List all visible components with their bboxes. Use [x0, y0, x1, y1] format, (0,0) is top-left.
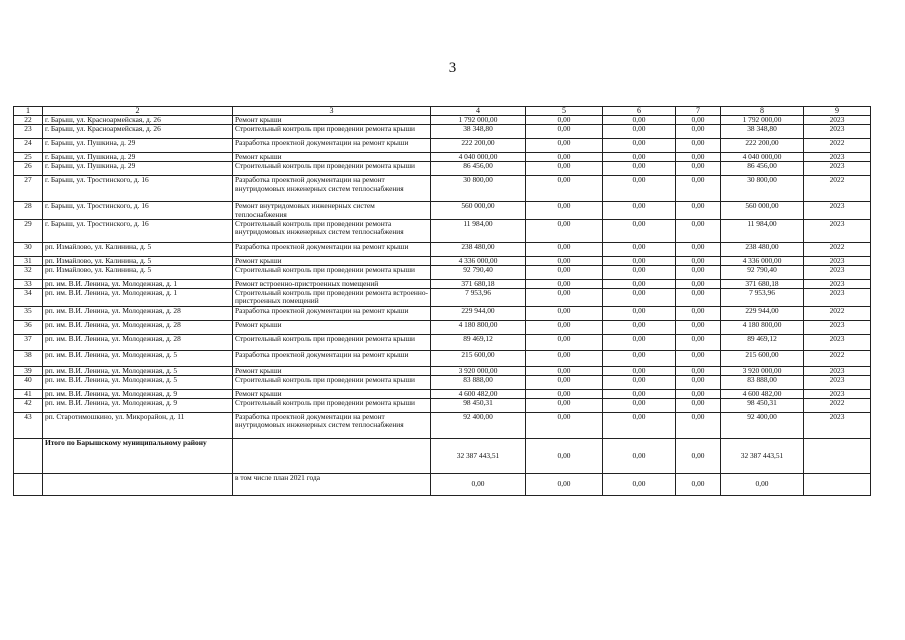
amount-cell: 0,00 [676, 153, 721, 162]
amount-cell: 0,00 [676, 202, 721, 219]
amount-cell: 222 200,00 [431, 139, 526, 153]
table-header-row [14, 107, 871, 116]
amount-cell: 0,00 [676, 266, 721, 280]
row-number: 29 [14, 219, 43, 242]
amount-cell: 0,00 [676, 334, 721, 350]
amount-cell: 0,00 [526, 219, 603, 242]
amount-cell: 4 336 000,00 [721, 256, 804, 265]
amount-cell: 0,00 [526, 375, 603, 389]
column-header: 4 [431, 107, 526, 116]
amount-cell: 0,00 [603, 202, 676, 219]
amount-cell: 0,00 [603, 289, 676, 306]
address-cell: рп. им. В.И. Ленина, ул. Молодежная, д. 28 [43, 320, 233, 334]
year-cell: 2023 [804, 116, 871, 125]
amount-cell: 4 336 000,00 [431, 256, 526, 265]
amount-cell: 0,00 [603, 242, 676, 256]
amount-cell: 560 000,00 [721, 202, 804, 219]
address-cell: рп. Измайлово, ул. Калинина, д. 5 [43, 256, 233, 265]
amount-cell: 4 180 800,00 [721, 320, 804, 334]
subtotal-cell: 0,00 [721, 474, 804, 496]
amount-cell: 0,00 [603, 280, 676, 289]
table-row [14, 320, 871, 334]
work-type-cell: Разработка проектной документации на ремонт крыши [233, 350, 431, 366]
amount-cell: 0,00 [676, 306, 721, 320]
amount-cell: 0,00 [526, 202, 603, 219]
amount-cell: 238 480,00 [721, 242, 804, 256]
amount-cell: 92 400,00 [721, 413, 804, 439]
amount-cell: 0,00 [676, 162, 721, 176]
row-number: 24 [14, 139, 43, 153]
work-type-cell: Строительный контроль при проведении ремонта крыши [233, 399, 431, 413]
table-row [14, 242, 871, 256]
address-cell: г. Барыш, ул. Пушкина, д. 29 [43, 139, 233, 153]
work-type-cell: Ремонт крыши [233, 366, 431, 375]
work-type-cell: Строительный контроль при проведении ремонта крыши [233, 334, 431, 350]
row-number: 30 [14, 242, 43, 256]
subtotal-label: в том числе план 2021 года [233, 474, 431, 496]
address-cell: рп. Измайлово, ул. Калинина, д. 5 [43, 266, 233, 280]
amount-cell: 0,00 [526, 280, 603, 289]
amount-cell: 4 040 000,00 [431, 153, 526, 162]
subtotal-cell: 0,00 [526, 474, 603, 496]
work-type-cell: Строительный контроль при проведении ремонта крыши [233, 162, 431, 176]
address-cell: рп. им. В.И. Ленина, ул. Молодежная, д. 5 [43, 366, 233, 375]
year-cell: 2022 [804, 242, 871, 256]
total-cell: 0,00 [603, 439, 676, 474]
work-type-cell: Ремонт крыши [233, 389, 431, 398]
year-cell: 2023 [804, 320, 871, 334]
amount-cell: 0,00 [526, 306, 603, 320]
amount-cell: 38 348,80 [721, 125, 804, 139]
amount-cell: 0,00 [603, 375, 676, 389]
amount-cell: 0,00 [603, 366, 676, 375]
work-type-cell: Ремонт встроенно-пристроенных помещений [233, 280, 431, 289]
amount-cell: 83 888,00 [721, 375, 804, 389]
amount-cell: 0,00 [526, 289, 603, 306]
work-type-cell: Строительный контроль при проведении ремонта внутридомовых инженерных систем теплоснабжения [233, 219, 431, 242]
row-number: 26 [14, 162, 43, 176]
amount-cell: 0,00 [603, 125, 676, 139]
address-cell: рп. Измайлово, ул. Калинина, д. 5 [43, 242, 233, 256]
amount-cell: 560 000,00 [431, 202, 526, 219]
amount-cell: 0,00 [676, 256, 721, 265]
row-number: 22 [14, 116, 43, 125]
subtotal-cell: 0,00 [431, 474, 526, 496]
total-cell: 32 387 443,51 [721, 439, 804, 474]
address-cell: рп. им. В.И. Ленина, ул. Молодежная, д. 9 [43, 389, 233, 398]
amount-cell: 92 790,40 [721, 266, 804, 280]
year-cell: 2023 [804, 280, 871, 289]
row-number: 34 [14, 289, 43, 306]
address-cell: г. Барыш, ул. Красноармейская, д. 26 [43, 116, 233, 125]
work-type-cell: Строительный контроль при проведении ремонта крыши [233, 375, 431, 389]
column-header: 5 [526, 107, 603, 116]
amount-cell: 0,00 [526, 176, 603, 202]
work-type-cell: Строительный контроль при проведении ремонта крыши [233, 266, 431, 280]
amount-cell: 0,00 [526, 350, 603, 366]
table-row [14, 139, 871, 153]
amount-cell: 86 456,00 [721, 162, 804, 176]
amount-cell: 0,00 [676, 280, 721, 289]
column-header: 9 [804, 107, 871, 116]
row-number: 27 [14, 176, 43, 202]
total-cell: 0,00 [526, 439, 603, 474]
address-cell: г. Барыш, ул. Красноармейская, д. 26 [43, 125, 233, 139]
amount-cell: 0,00 [603, 389, 676, 398]
table-body [14, 116, 871, 439]
subtotal-row [14, 474, 871, 496]
amount-cell: 0,00 [676, 413, 721, 439]
amount-cell: 7 953,96 [431, 289, 526, 306]
address-cell: рп. им. В.И. Ленина, ул. Молодежная, д. 28 [43, 306, 233, 320]
amount-cell: 0,00 [676, 399, 721, 413]
total-cell: 32 387 443,51 [431, 439, 526, 474]
address-cell: г. Барыш, ул. Пушкина, д. 29 [43, 162, 233, 176]
amount-cell: 3 920 000,00 [721, 366, 804, 375]
amount-cell: 83 888,00 [431, 375, 526, 389]
column-header: 7 [676, 107, 721, 116]
table-row [14, 162, 871, 176]
work-type-cell: Разработка проектной документации на ремонт внутридомовых инженерных систем теплоснабжения [233, 413, 431, 439]
page-number: 3 [448, 60, 457, 76]
row-number: 41 [14, 389, 43, 398]
amount-cell: 0,00 [526, 242, 603, 256]
amount-cell: 0,00 [676, 242, 721, 256]
row-number: 37 [14, 334, 43, 350]
amount-cell: 0,00 [603, 256, 676, 265]
table-row [14, 176, 871, 202]
year-cell: 2023 [804, 375, 871, 389]
amount-cell: 4 040 000,00 [721, 153, 804, 162]
work-type-cell: Ремонт крыши [233, 320, 431, 334]
total-label: Итого по Барышскому муниципальному району [43, 439, 233, 474]
amount-cell: 0,00 [676, 125, 721, 139]
year-cell: 2022 [804, 176, 871, 202]
year-cell: 2022 [804, 306, 871, 320]
table-row [14, 125, 871, 139]
amount-cell: 371 680,18 [431, 280, 526, 289]
table-row [14, 306, 871, 320]
amount-cell: 86 456,00 [431, 162, 526, 176]
amount-cell: 229 944,00 [431, 306, 526, 320]
amount-cell: 1 792 000,00 [721, 116, 804, 125]
amount-cell: 0,00 [526, 413, 603, 439]
amount-cell: 0,00 [526, 334, 603, 350]
table-row [14, 116, 871, 125]
amount-cell: 0,00 [526, 366, 603, 375]
row-number: 35 [14, 306, 43, 320]
amount-cell: 0,00 [676, 366, 721, 375]
work-type-cell: Ремонт внутридомовых инженерных систем теплоснабжения [233, 202, 431, 219]
amount-cell: 38 348,80 [431, 125, 526, 139]
amount-cell: 238 480,00 [431, 242, 526, 256]
amount-cell: 89 469,12 [721, 334, 804, 350]
work-type-cell: Разработка проектной документации на ремонт внутридомовых инженерных систем теплоснабжения [233, 176, 431, 202]
year-cell: 2023 [804, 256, 871, 265]
amount-cell: 89 469,12 [431, 334, 526, 350]
address-cell: г. Барыш, ул. Тростинского, д. 16 [43, 219, 233, 242]
row-number: 28 [14, 202, 43, 219]
repair-plan-table [13, 106, 871, 496]
year-cell: 2023 [804, 334, 871, 350]
amount-cell: 0,00 [676, 219, 721, 242]
year-cell: 2022 [804, 139, 871, 153]
column-header: 2 [43, 107, 233, 116]
column-header: 8 [721, 107, 804, 116]
address-cell: рп. им. В.И. Ленина, ул. Молодежная, д. 28 [43, 334, 233, 350]
year-cell: 2023 [804, 366, 871, 375]
table-footer [14, 439, 871, 496]
amount-cell: 0,00 [676, 389, 721, 398]
address-cell: рп. им. В.И. Ленина, ул. Молодежная, д. 1 [43, 289, 233, 306]
amount-cell: 215 600,00 [431, 350, 526, 366]
total-cell: 0,00 [676, 439, 721, 474]
amount-cell: 0,00 [526, 256, 603, 265]
amount-cell: 0,00 [603, 116, 676, 125]
table-row [14, 256, 871, 265]
amount-cell: 0,00 [676, 139, 721, 153]
amount-cell: 0,00 [603, 266, 676, 280]
amount-cell: 0,00 [676, 350, 721, 366]
table-row [14, 334, 871, 350]
table-row [14, 153, 871, 162]
amount-cell: 0,00 [526, 389, 603, 398]
subtotal-cell: 0,00 [676, 474, 721, 496]
amount-cell: 0,00 [676, 289, 721, 306]
year-cell: 2022 [804, 399, 871, 413]
amount-cell: 0,00 [526, 116, 603, 125]
address-cell: рп. им. В.И. Ленина, ул. Молодежная, д. 9 [43, 399, 233, 413]
amount-cell: 371 680,18 [721, 280, 804, 289]
amount-cell: 0,00 [603, 320, 676, 334]
table-row [14, 289, 871, 306]
table-row [14, 399, 871, 413]
amount-cell: 92 400,00 [431, 413, 526, 439]
amount-cell: 4 600 482,00 [431, 389, 526, 398]
column-header: 1 [14, 107, 43, 116]
amount-cell: 0,00 [603, 153, 676, 162]
work-type-cell: Строительный контроль при проведении ремонта крыши [233, 125, 431, 139]
amount-cell: 0,00 [603, 176, 676, 202]
year-cell: 2023 [804, 389, 871, 398]
work-type-cell: Ремонт крыши [233, 153, 431, 162]
amount-cell: 0,00 [526, 139, 603, 153]
table-row [14, 350, 871, 366]
amount-cell: 0,00 [603, 162, 676, 176]
amount-cell: 0,00 [526, 399, 603, 413]
amount-cell: 0,00 [603, 413, 676, 439]
work-type-cell: Ремонт крыши [233, 256, 431, 265]
amount-cell: 0,00 [603, 139, 676, 153]
amount-cell: 3 920 000,00 [431, 366, 526, 375]
address-cell: рп. им. В.И. Ленина, ул. Молодежная, д. 1 [43, 280, 233, 289]
amount-cell: 229 944,00 [721, 306, 804, 320]
row-number: 25 [14, 153, 43, 162]
work-type-cell: Строительный контроль при проведении ремонта встроенно-пристроенных помещений [233, 289, 431, 306]
year-cell: 2023 [804, 289, 871, 306]
year-cell: 2023 [804, 202, 871, 219]
table-row [14, 280, 871, 289]
table-row [14, 413, 871, 439]
address-cell: г. Барыш, ул. Тростинского, д. 16 [43, 176, 233, 202]
amount-cell: 7 953,96 [721, 289, 804, 306]
row-number: 36 [14, 320, 43, 334]
amount-cell: 222 200,00 [721, 139, 804, 153]
table-row [14, 375, 871, 389]
row-number: 42 [14, 399, 43, 413]
row-number: 43 [14, 413, 43, 439]
address-cell: рп. им. В.И. Ленина, ул. Молодежная, д. 5 [43, 350, 233, 366]
work-type-cell: Разработка проектной документации на ремонт крыши [233, 242, 431, 256]
amount-cell: 92 790,40 [431, 266, 526, 280]
amount-cell: 1 792 000,00 [431, 116, 526, 125]
year-cell: 2023 [804, 219, 871, 242]
subtotal-cell: 0,00 [603, 474, 676, 496]
amount-cell: 0,00 [526, 266, 603, 280]
year-cell: 2023 [804, 266, 871, 280]
amount-cell: 0,00 [676, 116, 721, 125]
column-header: 3 [233, 107, 431, 116]
column-header: 6 [603, 107, 676, 116]
amount-cell: 0,00 [526, 125, 603, 139]
amount-cell: 0,00 [676, 375, 721, 389]
work-type-cell: Разработка проектной документации на ремонт крыши [233, 306, 431, 320]
table-row [14, 266, 871, 280]
amount-cell: 0,00 [526, 153, 603, 162]
amount-cell: 0,00 [676, 176, 721, 202]
total-row [14, 439, 871, 474]
amount-cell: 4 180 800,00 [431, 320, 526, 334]
amount-cell: 30 800,00 [431, 176, 526, 202]
address-cell: рп. Старотимошкино, ул. Микрорайон, д. 11 [43, 413, 233, 439]
amount-cell: 0,00 [603, 334, 676, 350]
amount-cell: 98 450,31 [431, 399, 526, 413]
row-number: 33 [14, 280, 43, 289]
year-cell: 2023 [804, 162, 871, 176]
table-row [14, 202, 871, 219]
row-number: 32 [14, 266, 43, 280]
amount-cell: 215 600,00 [721, 350, 804, 366]
year-cell: 2022 [804, 350, 871, 366]
amount-cell: 0,00 [603, 306, 676, 320]
year-cell: 2023 [804, 153, 871, 162]
amount-cell: 11 984,00 [431, 219, 526, 242]
amount-cell: 0,00 [526, 320, 603, 334]
table-row [14, 389, 871, 398]
amount-cell: 0,00 [603, 350, 676, 366]
row-number: 40 [14, 375, 43, 389]
row-number: 39 [14, 366, 43, 375]
row-number: 23 [14, 125, 43, 139]
amount-cell: 0,00 [676, 320, 721, 334]
amount-cell: 98 450,31 [721, 399, 804, 413]
amount-cell: 0,00 [603, 219, 676, 242]
address-cell: г. Барыш, ул. Пушкина, д. 29 [43, 153, 233, 162]
amount-cell: 0,00 [526, 162, 603, 176]
year-cell: 2023 [804, 125, 871, 139]
amount-cell: 30 800,00 [721, 176, 804, 202]
work-type-cell: Ремонт крыши [233, 116, 431, 125]
amount-cell: 11 984,00 [721, 219, 804, 242]
row-number: 38 [14, 350, 43, 366]
row-number: 31 [14, 256, 43, 265]
table-row [14, 219, 871, 242]
address-cell: г. Барыш, ул. Тростинского, д. 16 [43, 202, 233, 219]
address-cell: рп. им. В.И. Ленина, ул. Молодежная, д. 5 [43, 375, 233, 389]
amount-cell: 4 600 482,00 [721, 389, 804, 398]
work-type-cell: Разработка проектной документации на ремонт крыши [233, 139, 431, 153]
table-row [14, 366, 871, 375]
year-cell: 2023 [804, 413, 871, 439]
amount-cell: 0,00 [603, 399, 676, 413]
